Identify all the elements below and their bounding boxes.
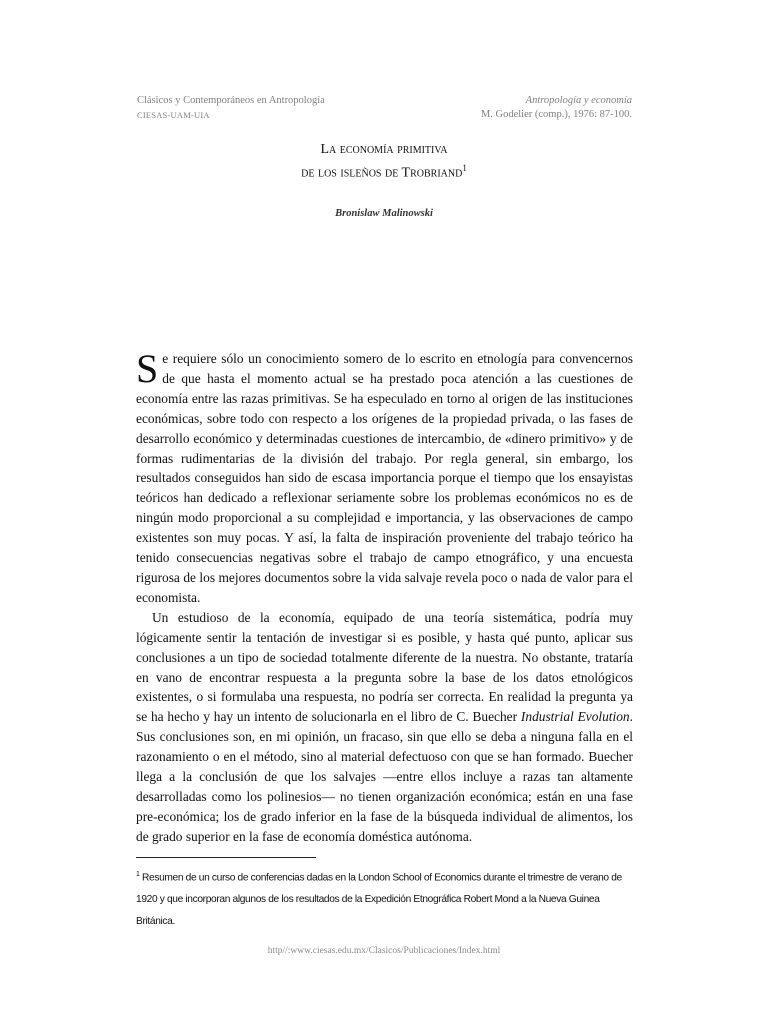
footer-url: http//:www.ciesas.edu.mx/Clasicos/Publicaciones/Index.html xyxy=(267,946,501,956)
drop-cap: S xyxy=(136,346,159,391)
footnote xyxy=(136,864,633,933)
title-line-1: La economía primitiva xyxy=(320,142,448,157)
paragraph-1 xyxy=(136,346,633,608)
paragraph-2 xyxy=(136,608,633,847)
author: Bronislaw Malinowski xyxy=(335,208,433,219)
publisher: CIESAS-UAM-UIA xyxy=(137,110,210,120)
article-body xyxy=(136,346,633,847)
paragraph-2-text-a: Un estudioso de la economía, equipado de una teoría sistemática, podría muy lógicamente sentir la tentación de investigar si es posible, y hasta qué punto, aplicar sus conclusiones a un tipo de sociedad totalmente diferente de la nuestra. No obstante, trataría en vano de encontrar respuesta a la pregunta sobre la base de los datos etnológicos existentes, o si formulaba una respuesta, no podría ser correcta. En realidad la pregunta ya se ha hecho y hay un intento de solucionarla en el libro de C. Buecher xyxy=(136,609,633,725)
title-line-2 xyxy=(0,159,768,183)
paragraph-2-text-b: . Sus conclusiones son, en mi opinión, un fracaso, sin que ello se deba a ninguna falla en el razonamiento o en el método, sino al material defectuoso con que se han formado. Buecher llega a la conclusión de que los salvajes —entre ellos incluye a razas tan altamente desarrolladas como los polinesios— no tienen organización económica; están en una fase pre-económica; los de grado inferior en la fase de la búsqueda individual de alimentos, los de grado superior en la fase de economía doméstica autónoma. xyxy=(136,709,633,844)
title-footnote-ref: 1 xyxy=(462,163,467,173)
footnote-marker: 1 xyxy=(136,871,140,878)
article-title xyxy=(0,140,768,183)
footnote-text: Resumen de un curso de conferencias dadas en la London School of Economics durante el trimestre de verano de 1920 y que incorporan algunos de los resultados de la Expedición Etnográfica Robert Mond a la Nueva Guinea Británica. xyxy=(136,872,622,928)
running-header-right xyxy=(481,94,632,122)
book-reference: Industrial Evolution xyxy=(520,709,630,725)
running-header-left xyxy=(137,94,325,122)
book-citation: M. Godelier (comp.), 1976: 87-100. xyxy=(480,109,632,120)
paragraph-1-text: e requiere sólo un conocimiento somero de lo escrito en etnología para convencernos de que hasta el momento actual se ha prestado poca atención a las cuestiones de economía entre las razas primitivas. Se ha especulado en torno al origen de las instituciones económicas, sobre todo con respecto a los orígenes de la propiedad privada, o las fases de desarrollo económico y determinadas cuestiones de intercambio, de «dinero primitivo» y de formas rudimentarias de la división del trabajo. Por regla general, sin embargo, los resultados conseguidos han sido de escasa importancia porque el tiempo que los ensayistas teóricos han dedicado a reflexionar seriamente sobre los problemas económicos no es de ningún modo proporcional a su complejidad e importancia, y las observaciones de campo existentes son muy pocas. Y así, la falta de inspiración proveniente del trabajo teórico ha tenido consecuencias negativas sobre el trabajo de campo etnográfico, y una encuesta rigurosa de los mejores documentos sobre la vida salvaje revela poco o nada de valor para el economista. xyxy=(136,351,633,605)
title-line-2-text: de los isleños de Trobriand xyxy=(301,165,463,181)
book-title: Antropología y economía xyxy=(525,95,632,106)
series-title: Clásicos y Contemporáneos en Antropología xyxy=(137,95,325,106)
footnote-divider xyxy=(136,857,316,858)
